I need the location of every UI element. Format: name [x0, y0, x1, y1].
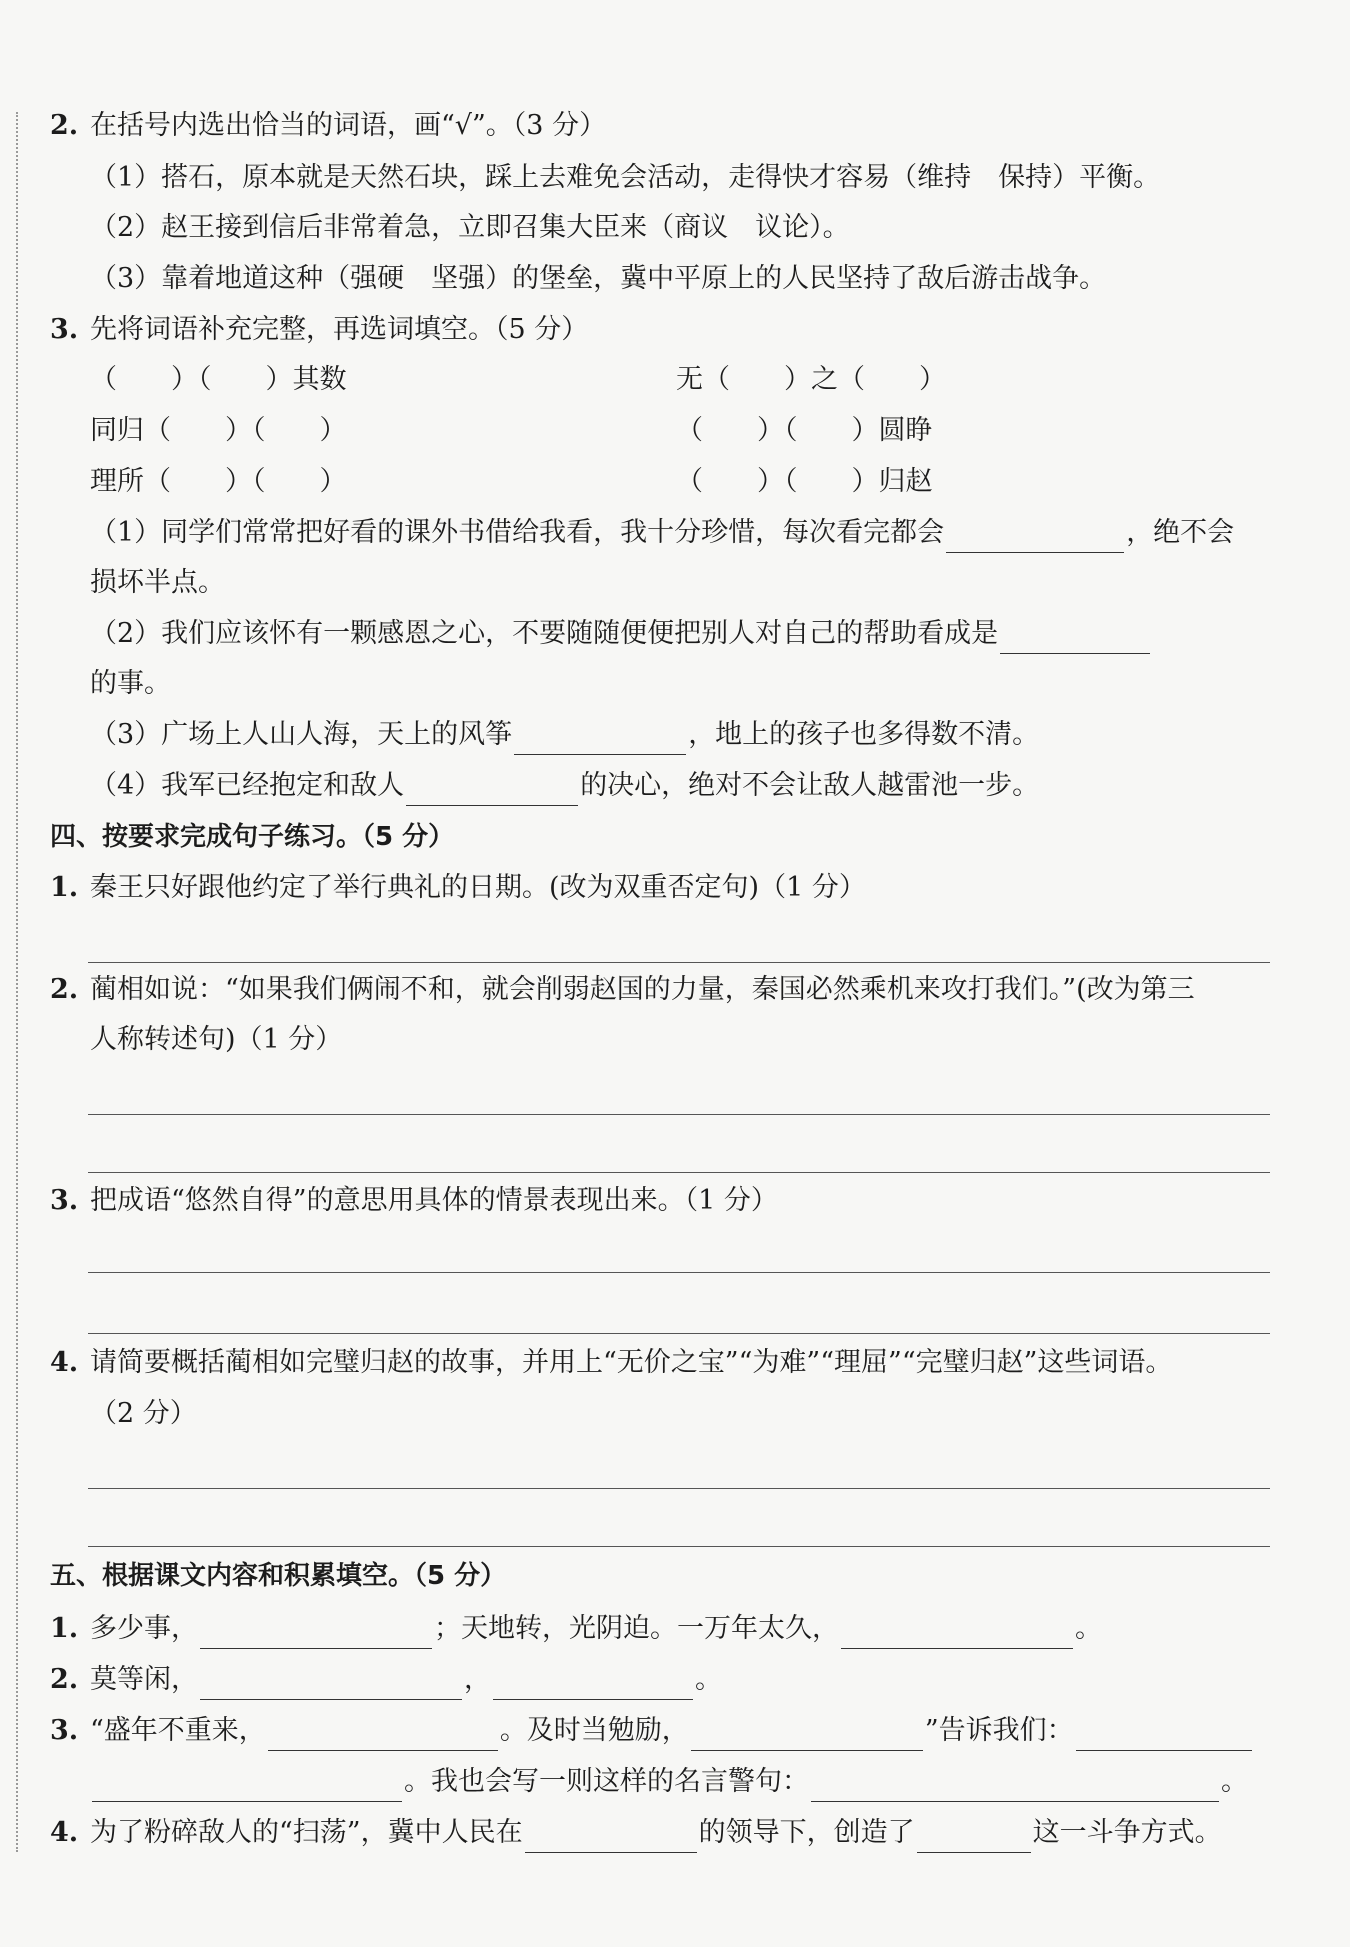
- s5-q1-part-c: 。: [1075, 1613, 1102, 1644]
- s4-q4-answer-line-2[interactable]: [88, 1546, 1270, 1547]
- section5-title: 五、根据课文内容和积累填空。（5 分）: [50, 1561, 507, 1591]
- q3-s1-part-b: ，绝不会: [1126, 517, 1235, 548]
- q2-item-3-text: （3）靠着地道这种（强硬 坚强）的堡垒，冀中平原上的人民坚持了敌后游击战争。: [90, 263, 1107, 294]
- s5-q1-blank-1[interactable]: [200, 1618, 432, 1649]
- q3-s2-part-a: （2）我们应该怀有一颗感恩之心，不要随随便便把别人对自己的帮助看成是: [90, 618, 999, 649]
- s5-q4-part-a: 为了粉碎敌人的“扫荡”，冀中人民在: [90, 1817, 523, 1848]
- s5-q3-text: [90, 1711, 1254, 1751]
- s5-q2-blank-1[interactable]: [200, 1669, 462, 1700]
- s5-q4-text: [90, 1813, 1222, 1853]
- s5-q1-text: [90, 1609, 1102, 1649]
- s5-q3-text-2: [90, 1762, 1248, 1802]
- section4-title: 四、按要求完成句子练习。（5 分）: [50, 822, 455, 852]
- q3-s2-blank[interactable]: [1000, 623, 1150, 654]
- q3-word-6: （ ）（ ）归赵: [676, 466, 933, 497]
- s5-q3-part-c: ”告诉我们：: [924, 1715, 1074, 1746]
- s5-q4-blank-1[interactable]: [525, 1822, 697, 1853]
- q3-s1-part-c: 损坏半点。: [90, 567, 225, 598]
- s5-q3-blank-5[interactable]: [811, 1771, 1219, 1802]
- s4-q1-number: 1.: [50, 872, 79, 903]
- q3-word-1: （ ）（ ）其数: [90, 364, 347, 395]
- s4-q4-text-2: （2 分）: [90, 1398, 197, 1429]
- s5-q3-part-d: 。我也会写一则这样的名言警句：: [404, 1766, 809, 1797]
- s4-q2-text-1: 蔺相如说：“如果我们俩闹不和，就会削弱赵国的力量，秦国必然乘机来攻打我们。”(改为第三: [90, 974, 1195, 1005]
- s4-q3-text: 把成语“悠然自得”的意思用具体的情景表现出来。（1 分）: [90, 1185, 778, 1216]
- q2-item-2-text: （2）赵王接到信后非常着急，立即召集大臣来（商议 议论）。: [90, 212, 850, 243]
- s4-q4-text-1: 请简要概括蔺相如完璧归赵的故事，并用上“无价之宝”“为难”“理屈”“完璧归赵”这些词语。: [90, 1347, 1173, 1378]
- q3-number: 3.: [50, 314, 79, 345]
- s5-q2-text: [90, 1660, 722, 1700]
- s4-q2-answer-line-2[interactable]: [88, 1172, 1270, 1173]
- s5-q4-blank-2[interactable]: [917, 1822, 1031, 1853]
- q3-word-3: 同归（ ）（ ）: [90, 415, 347, 446]
- s5-q1-part-a: 多少事，: [90, 1613, 198, 1644]
- s5-q2-part-c: 。: [695, 1664, 722, 1695]
- s4-q3-answer-line-2[interactable]: [88, 1333, 1270, 1334]
- s4-q2-number: 2.: [50, 974, 79, 1005]
- q3-s3-blank[interactable]: [514, 724, 686, 755]
- q2-number: 2.: [50, 110, 79, 141]
- s4-q4-answer-line-1[interactable]: [88, 1488, 1270, 1489]
- q3-s2-part-b: 的事。: [90, 668, 171, 699]
- s4-q3-answer-line-1[interactable]: [88, 1272, 1270, 1273]
- s4-q1-answer-line[interactable]: [88, 962, 1270, 963]
- q3-s4-part-a: （4）我军已经抱定和敌人: [90, 770, 405, 801]
- s5-q3-blank-1[interactable]: [268, 1720, 498, 1751]
- s5-q1-part-b: ；天地转，光阴迫。一万年太久，: [434, 1613, 839, 1644]
- s4-q2-answer-line-1[interactable]: [88, 1114, 1270, 1115]
- q3-s3-part-b: ，地上的孩子也多得数不清。: [688, 719, 1040, 750]
- s4-q4-number: 4.: [50, 1347, 79, 1378]
- q2-item-1-text: （1）搭石，原本就是天然石块，踩上去难免会活动，走得快才容易（维持 保持）平衡。: [90, 162, 1161, 193]
- q3-s4-blank[interactable]: [406, 775, 578, 806]
- s4-q2-text-2: 人称转述句)（1 分）: [90, 1024, 343, 1055]
- s5-q2-part-a: 莫等闲，: [90, 1664, 198, 1695]
- q3-s1-blank[interactable]: [946, 522, 1124, 553]
- q3-s3-part-a: （3）广场上人山人海，天上的风筝: [90, 719, 513, 750]
- s5-q4-part-c: 这一斗争方式。: [1032, 1817, 1222, 1848]
- q3-word-2: 无（ ）之（ ）: [676, 364, 946, 395]
- q3-sentence-2-text: [90, 614, 1152, 654]
- q3-word-4: （ ）（ ）圆睁: [676, 415, 933, 446]
- q3-s1-part-a: （1）同学们常常把好看的课外书借给我看，我十分珍惜，每次看完都会: [90, 517, 945, 548]
- s5-q3-part-e: 。: [1221, 1766, 1248, 1797]
- s5-q4-part-b: 的领导下，创造了: [698, 1817, 915, 1848]
- q3-sentence-1-text: [90, 513, 1234, 553]
- q3-s4-part-b: 的决心，绝对不会让敌人越雷池一步。: [580, 770, 1040, 801]
- s5-q3-part-a: “盛年不重来，: [90, 1715, 266, 1746]
- s5-q3-blank-3[interactable]: [1076, 1720, 1252, 1751]
- q3-word-5: 理所（ ）（ ）: [90, 466, 347, 497]
- s5-q4-number: 4.: [50, 1817, 79, 1848]
- s5-q3-part-b: 。及时当勉励，: [499, 1715, 689, 1746]
- s4-q1-text: 秦王只好跟他约定了举行典礼的日期。(改为双重否定句)（1 分）: [90, 872, 866, 903]
- q2-title: 在括号内选出恰当的词语，画“√”。（3 分）: [90, 110, 607, 141]
- s5-q3-number: 3.: [50, 1715, 79, 1746]
- s5-q2-part-b: ，: [464, 1664, 491, 1695]
- s5-q1-blank-2[interactable]: [841, 1618, 1073, 1649]
- q3-title: 先将词语补充完整，再选词填空。（5 分）: [90, 314, 589, 345]
- s5-q3-blank-4[interactable]: [92, 1771, 402, 1802]
- q3-sentence-3-text: [90, 715, 1039, 755]
- s4-q3-number: 3.: [50, 1185, 79, 1216]
- s5-q2-number: 2.: [50, 1664, 79, 1695]
- q3-sentence-4-text: [90, 766, 1039, 806]
- s5-q2-blank-2[interactable]: [493, 1669, 693, 1700]
- s5-q1-number: 1.: [50, 1613, 79, 1644]
- s5-q3-blank-2[interactable]: [691, 1720, 923, 1751]
